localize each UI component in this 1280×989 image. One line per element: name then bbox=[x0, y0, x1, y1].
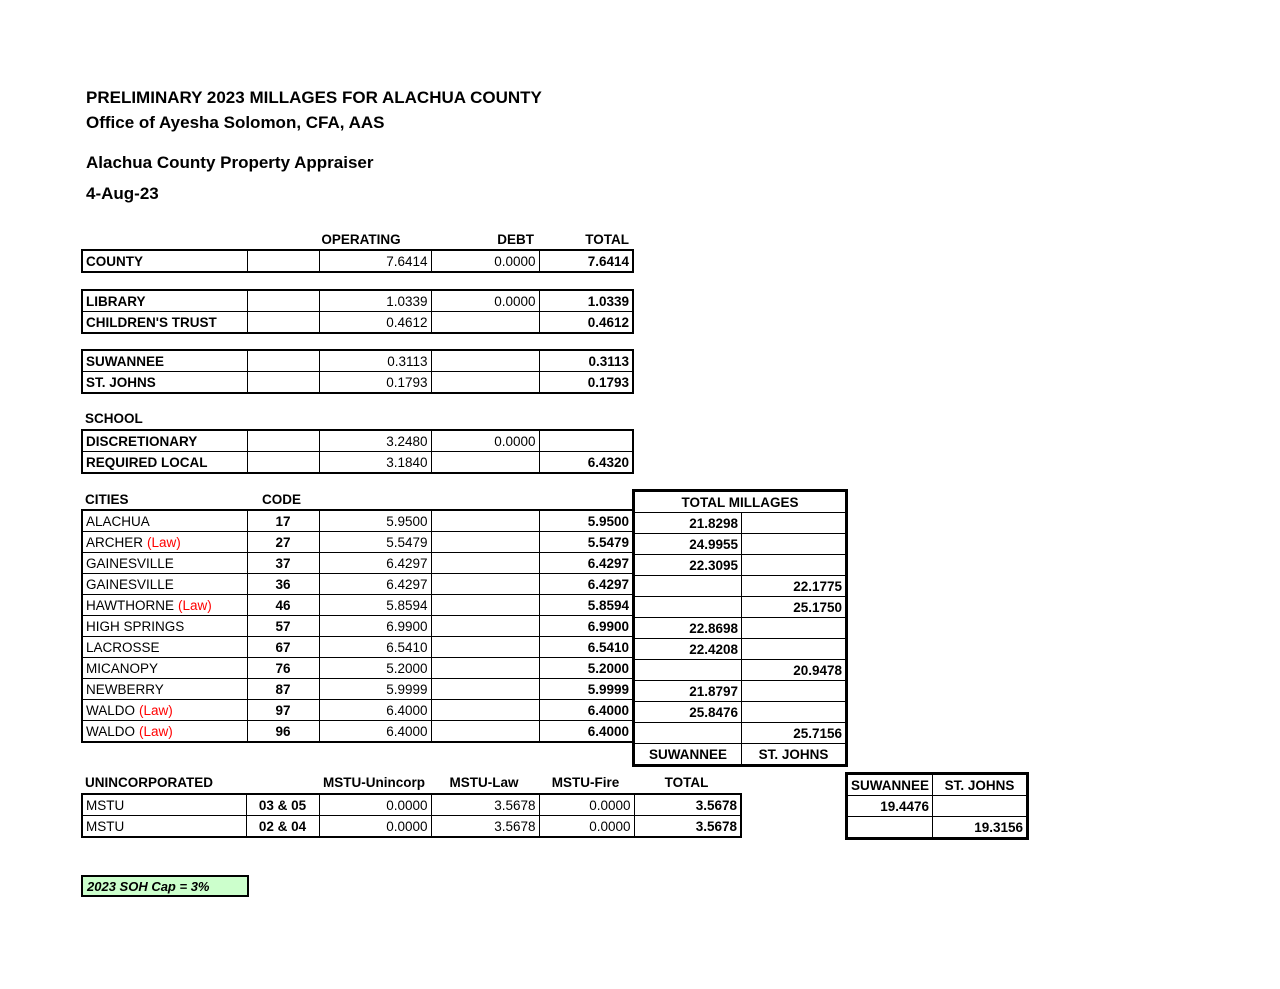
st-johns-millage bbox=[742, 681, 847, 702]
millage-row bbox=[634, 534, 847, 555]
city-name-cell bbox=[82, 658, 247, 679]
empty-cell bbox=[431, 574, 539, 595]
city-row-alachua bbox=[82, 510, 633, 532]
soh-cap-note: 2023 SOH Cap = 3% bbox=[81, 875, 249, 897]
operating-value: 6.5410 bbox=[319, 637, 431, 658]
empty-cell bbox=[247, 312, 319, 334]
empty-cell bbox=[431, 721, 539, 743]
city-row-waldo-96 bbox=[82, 721, 633, 743]
mstu-fire-value: 0.0000 bbox=[539, 794, 634, 816]
date-label: 4-Aug-23 bbox=[86, 184, 159, 203]
mstu-law-value: 3.5678 bbox=[431, 794, 539, 816]
suwannee-header: SUWANNEE bbox=[847, 774, 933, 796]
operating-value: 6.4297 bbox=[319, 553, 431, 574]
operating-value: 6.4000 bbox=[319, 721, 431, 743]
operating-value: 5.9500 bbox=[319, 510, 431, 532]
operating-value: 5.2000 bbox=[319, 658, 431, 679]
city-name: ALACHUA bbox=[86, 513, 150, 529]
st-johns-millage bbox=[742, 555, 847, 576]
suwannee-millage: 22.3095 bbox=[634, 555, 742, 576]
city-name-cell bbox=[82, 637, 247, 658]
operating-value: 6.4297 bbox=[319, 574, 431, 595]
mstu-total-value: 3.5678 bbox=[634, 794, 741, 816]
row-label: CHILDREN'S TRUST bbox=[82, 312, 247, 334]
empty-cell bbox=[431, 532, 539, 553]
city-name: MICANOPY bbox=[86, 660, 159, 676]
suwannee-row bbox=[82, 350, 633, 372]
library-table bbox=[81, 289, 634, 334]
city-code: 87 bbox=[247, 679, 319, 700]
empty-cell bbox=[431, 658, 539, 679]
mstu-unincorp-value: 0.0000 bbox=[319, 816, 431, 838]
city-name-cell bbox=[82, 700, 247, 721]
mstu-law-column-header: MSTU-Law bbox=[449, 775, 519, 790]
millage-footer-row bbox=[634, 744, 847, 766]
empty-cell bbox=[247, 452, 319, 474]
millage-row bbox=[634, 618, 847, 639]
debt-value bbox=[431, 452, 539, 474]
unincorp-total-column-header: TOTAL bbox=[664, 775, 709, 790]
total-value: 6.5410 bbox=[539, 637, 633, 658]
total-value: 5.9999 bbox=[539, 679, 633, 700]
st-johns-millage bbox=[742, 618, 847, 639]
operating-value: 5.9999 bbox=[319, 679, 431, 700]
operating-value: 0.4612 bbox=[319, 312, 431, 334]
city-name: ARCHER bbox=[86, 534, 144, 550]
row-label: COUNTY bbox=[82, 250, 247, 272]
cities-section-label: CITIES bbox=[85, 492, 129, 507]
total-value: 0.4612 bbox=[539, 312, 633, 334]
debt-value bbox=[431, 372, 539, 394]
millage-row bbox=[634, 597, 847, 618]
st-johns-millage bbox=[742, 702, 847, 723]
millage-row bbox=[634, 513, 847, 534]
city-name: GAINESVILLE bbox=[86, 576, 174, 592]
empty-cell bbox=[247, 350, 319, 372]
empty-cell bbox=[431, 595, 539, 616]
suwannee-millage: 21.8298 bbox=[634, 513, 742, 534]
unincorp-millage-row bbox=[847, 796, 1028, 817]
discretionary-row bbox=[82, 430, 633, 452]
city-code: 96 bbox=[247, 721, 319, 743]
operating-value: 5.8594 bbox=[319, 595, 431, 616]
suwannee-millage: 22.8698 bbox=[634, 618, 742, 639]
county-table bbox=[81, 249, 634, 273]
unincorporated-section-label: UNINCORPORATED bbox=[85, 775, 213, 790]
total-millages-header: TOTAL MILLAGES bbox=[634, 491, 847, 513]
millage-row bbox=[634, 555, 847, 576]
suwannee-millage: 25.8476 bbox=[634, 702, 742, 723]
debt-column-header: DEBT bbox=[497, 232, 534, 247]
city-name: NEWBERRY bbox=[86, 681, 164, 697]
mstu-law-value: 3.5678 bbox=[431, 816, 539, 838]
mstu-table bbox=[81, 793, 742, 838]
total-millages-box bbox=[632, 489, 848, 767]
empty-cell bbox=[431, 553, 539, 574]
row-label: MSTU bbox=[82, 816, 246, 838]
law-flag: (Law) bbox=[139, 723, 173, 739]
st-johns-millage: 22.1775 bbox=[742, 576, 847, 597]
mstu-row bbox=[82, 816, 741, 838]
mstu-code: 02 & 04 bbox=[246, 816, 319, 838]
total-value: 6.4297 bbox=[539, 553, 633, 574]
empty-cell bbox=[431, 679, 539, 700]
row-label: ST. JOHNS bbox=[82, 372, 247, 394]
debt-value bbox=[431, 350, 539, 372]
code-column-header: CODE bbox=[261, 492, 301, 507]
city-row-gainesville-36 bbox=[82, 574, 633, 595]
city-row-gainesville-37 bbox=[82, 553, 633, 574]
total-value: 0.3113 bbox=[539, 350, 633, 372]
millage-row bbox=[634, 576, 847, 597]
empty-cell bbox=[247, 290, 319, 312]
required-local-row bbox=[82, 452, 633, 474]
st-johns-millage bbox=[933, 796, 1028, 817]
st-johns-millage: 20.9478 bbox=[742, 660, 847, 681]
debt-value bbox=[431, 312, 539, 334]
unincorp-millage-row bbox=[847, 817, 1028, 839]
total-value: 6.9900 bbox=[539, 616, 633, 637]
millage-row bbox=[634, 681, 847, 702]
city-name: WALDO bbox=[86, 723, 136, 739]
city-code: 27 bbox=[247, 532, 319, 553]
st-johns-millage: 19.3156 bbox=[933, 817, 1028, 839]
operating-value: 3.1840 bbox=[319, 452, 431, 474]
st-johns-header: ST. JOHNS bbox=[933, 774, 1028, 796]
city-row-micanopy bbox=[82, 658, 633, 679]
empty-cell bbox=[247, 250, 319, 272]
law-flag: (Law) bbox=[178, 597, 212, 613]
city-code: 17 bbox=[247, 510, 319, 532]
suwannee-footer-label: SUWANNEE bbox=[634, 744, 742, 766]
total-value: 6.4000 bbox=[539, 700, 633, 721]
city-name-cell bbox=[82, 595, 247, 616]
debt-value: 0.0000 bbox=[431, 290, 539, 312]
childrens-trust-row bbox=[82, 312, 633, 334]
total-millages-header-row bbox=[634, 491, 847, 513]
row-label: MSTU bbox=[82, 794, 246, 816]
debt-value: 0.0000 bbox=[431, 430, 539, 452]
mstu-code: 03 & 05 bbox=[246, 794, 319, 816]
empty-cell bbox=[431, 700, 539, 721]
operating-value: 3.2480 bbox=[319, 430, 431, 452]
total-value bbox=[539, 430, 633, 452]
mstu-fire-column-header: MSTU-Fire bbox=[551, 775, 620, 790]
suwannee-millage bbox=[847, 817, 933, 839]
unincorp-millages-table bbox=[845, 772, 1029, 840]
operating-value: 6.9900 bbox=[319, 616, 431, 637]
operating-value: 7.6414 bbox=[319, 250, 431, 272]
st-johns-millage bbox=[742, 639, 847, 660]
st-johns-row bbox=[82, 372, 633, 394]
total-value: 6.4320 bbox=[539, 452, 633, 474]
total-value: 5.9500 bbox=[539, 510, 633, 532]
operating-value: 1.0339 bbox=[319, 290, 431, 312]
row-label: REQUIRED LOCAL bbox=[82, 452, 247, 474]
total-value: 6.4297 bbox=[539, 574, 633, 595]
empty-cell bbox=[247, 430, 319, 452]
suwannee-millage: 21.8797 bbox=[634, 681, 742, 702]
total-value: 5.5479 bbox=[539, 532, 633, 553]
school-table bbox=[81, 429, 634, 474]
total-value: 1.0339 bbox=[539, 290, 633, 312]
city-name-cell bbox=[82, 679, 247, 700]
unincorp-millages-header-row bbox=[847, 774, 1028, 796]
millage-row bbox=[634, 723, 847, 744]
city-name-cell bbox=[82, 616, 247, 637]
law-flag: (Law) bbox=[147, 534, 181, 550]
city-code: 76 bbox=[247, 658, 319, 679]
city-name-cell bbox=[82, 510, 247, 532]
row-label: SUWANNEE bbox=[82, 350, 247, 372]
city-row-hawthorne bbox=[82, 595, 633, 616]
mstu-unincorp-value: 0.0000 bbox=[319, 794, 431, 816]
total-value: 0.1793 bbox=[539, 372, 633, 394]
library-row bbox=[82, 290, 633, 312]
office-subtitle: Office of Ayesha Solomon, CFA, AAS bbox=[86, 113, 385, 132]
total-value: 5.2000 bbox=[539, 658, 633, 679]
city-row-waldo-97 bbox=[82, 700, 633, 721]
millage-row bbox=[634, 660, 847, 681]
page-title: PRELIMINARY 2023 MILLAGES FOR ALACHUA COUNTY bbox=[86, 88, 542, 107]
total-column-header: TOTAL bbox=[585, 232, 629, 247]
city-code: 97 bbox=[247, 700, 319, 721]
city-name: GAINESVILLE bbox=[86, 555, 174, 571]
total-value: 7.6414 bbox=[539, 250, 633, 272]
suwannee-millage: 19.4476 bbox=[847, 796, 933, 817]
suwannee-millage: 24.9955 bbox=[634, 534, 742, 555]
law-flag: (Law) bbox=[139, 702, 173, 718]
mstu-total-value: 3.5678 bbox=[634, 816, 741, 838]
st-johns-millage bbox=[742, 513, 847, 534]
empty-cell bbox=[247, 372, 319, 394]
city-row-lacrosse bbox=[82, 637, 633, 658]
mstu-fire-value: 0.0000 bbox=[539, 816, 634, 838]
city-name: WALDO bbox=[86, 702, 136, 718]
total-value: 6.4000 bbox=[539, 721, 633, 743]
millage-row bbox=[634, 702, 847, 723]
st-johns-footer-label: ST. JOHNS bbox=[742, 744, 847, 766]
operating-value: 5.5479 bbox=[319, 532, 431, 553]
operating-value: 6.4000 bbox=[319, 700, 431, 721]
city-code: 57 bbox=[247, 616, 319, 637]
city-name: HAWTHORNE bbox=[86, 597, 174, 613]
operating-column-header: OPERATING bbox=[321, 232, 401, 247]
operating-value: 0.1793 bbox=[319, 372, 431, 394]
city-code: 46 bbox=[247, 595, 319, 616]
st-johns-millage bbox=[742, 534, 847, 555]
city-name-cell bbox=[82, 721, 247, 743]
appraiser-subtitle: Alachua County Property Appraiser bbox=[86, 153, 374, 172]
empty-cell bbox=[431, 510, 539, 532]
st-johns-millage: 25.7156 bbox=[742, 723, 847, 744]
city-code: 67 bbox=[247, 637, 319, 658]
city-name: HIGH SPRINGS bbox=[86, 618, 185, 634]
row-label: DISCRETIONARY bbox=[82, 430, 247, 452]
total-value: 5.8594 bbox=[539, 595, 633, 616]
row-label: LIBRARY bbox=[82, 290, 247, 312]
city-row-archer bbox=[82, 532, 633, 553]
county-row bbox=[82, 250, 633, 272]
mstu-unincorp-column-header: MSTU-Unincorp bbox=[323, 775, 425, 790]
cities-table bbox=[81, 509, 634, 743]
city-name-cell bbox=[82, 574, 247, 595]
city-code: 37 bbox=[247, 553, 319, 574]
mstu-row bbox=[82, 794, 741, 816]
suwannee-millage bbox=[634, 723, 742, 744]
suwannee-millage bbox=[634, 576, 742, 597]
st-johns-millage: 25.1750 bbox=[742, 597, 847, 618]
city-name-cell bbox=[82, 532, 247, 553]
city-name: LACROSSE bbox=[86, 639, 160, 655]
empty-cell bbox=[431, 637, 539, 658]
city-name-cell bbox=[82, 553, 247, 574]
water-districts-table bbox=[81, 349, 634, 394]
millage-row bbox=[634, 639, 847, 660]
suwannee-millage: 22.4208 bbox=[634, 639, 742, 660]
suwannee-millage bbox=[634, 597, 742, 618]
city-row-high-springs bbox=[82, 616, 633, 637]
operating-value: 0.3113 bbox=[319, 350, 431, 372]
suwannee-millage bbox=[634, 660, 742, 681]
empty-cell bbox=[431, 616, 539, 637]
city-row-newberry bbox=[82, 679, 633, 700]
school-section-label: SCHOOL bbox=[85, 411, 143, 426]
city-code: 36 bbox=[247, 574, 319, 595]
debt-value: 0.0000 bbox=[431, 250, 539, 272]
